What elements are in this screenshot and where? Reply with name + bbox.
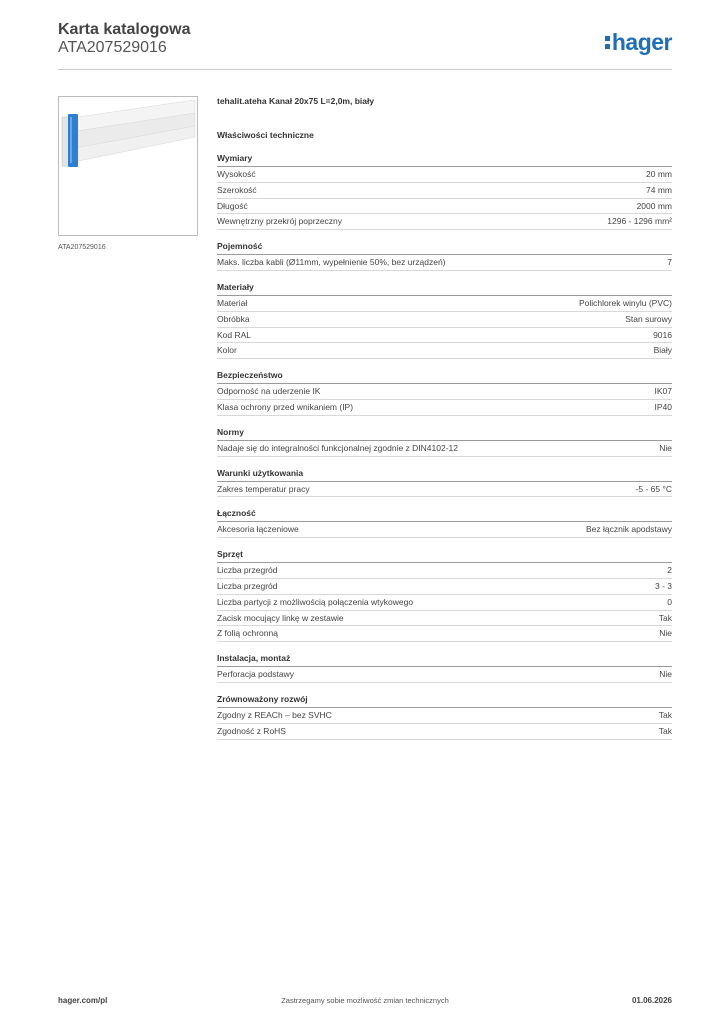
property-row — [217, 400, 672, 416]
property-label: Zacisk mocujący linkę w zestawie — [217, 612, 344, 623]
property-label: Z folią ochronną — [217, 628, 278, 639]
property-label: Perforacja podstawy — [217, 669, 295, 680]
property-value: Polichlorek winylu (PVC) — [578, 297, 672, 308]
property-label: Szerokość — [217, 184, 257, 195]
section — [217, 370, 672, 416]
section-heading: Pojemność — [217, 241, 672, 255]
property-value: Nie — [659, 628, 672, 639]
property-row — [217, 384, 672, 400]
property-value: 74 mm — [646, 184, 672, 195]
property-label: Nadaje się do integralności funkcjonalnej zgodnie z DIN4102-12 — [217, 442, 458, 453]
page-header — [58, 21, 672, 70]
property-label: Odporność na uderzenie IK — [217, 386, 321, 397]
section-heading: Bezpieczeństwo — [217, 370, 672, 384]
property-row — [217, 183, 672, 199]
section — [217, 694, 672, 740]
technical-data — [217, 96, 672, 740]
section — [217, 282, 672, 359]
property-row — [217, 595, 672, 611]
product-title: tehalit.ateha Kanał 20x75 L=2,0m, biały — [217, 96, 375, 106]
footer-date: 01.06.2026 — [631, 996, 672, 1005]
property-row — [217, 626, 672, 642]
section-heading: Wymiary — [217, 153, 672, 167]
property-label: Materiał — [217, 297, 248, 308]
logo-colon-icon — [605, 34, 611, 50]
property-label: Wysokość — [217, 169, 256, 179]
property-value: Bez łącznik apodstawy — [586, 524, 672, 535]
property-value: Tak — [658, 725, 672, 736]
property-value: 3 - 3 — [654, 580, 672, 591]
property-row — [217, 522, 672, 538]
property-value: 2 — [667, 565, 672, 576]
property-label: Akcesoria łączeniowe — [217, 524, 299, 535]
image-caption: ATA207529016 — [58, 244, 106, 251]
property-row — [217, 563, 672, 579]
property-label: Klasa ochrony przed wnikaniem (IP) — [217, 401, 354, 412]
property-label: Kolor — [217, 345, 237, 356]
section-heading: Normy — [217, 427, 672, 441]
property-label: Liczba przegród — [217, 580, 278, 591]
section-heading: Zrównoważony rozwój — [217, 694, 672, 708]
property-sections — [217, 153, 672, 740]
property-row — [217, 214, 672, 230]
section — [217, 508, 672, 538]
property-value: 20 mm — [646, 169, 672, 179]
property-value: Nie — [659, 669, 672, 680]
footer-website: hager.com/pl — [58, 996, 108, 1005]
property-row — [217, 708, 672, 724]
section — [217, 241, 672, 271]
property-value: Nie — [659, 442, 672, 453]
property-row — [217, 441, 672, 457]
cable-duct-illustration — [59, 97, 197, 235]
property-value: Biały — [653, 345, 672, 356]
property-row — [217, 667, 672, 683]
logo-text: hager — [611, 29, 672, 55]
document-title: Karta katalogowa — [58, 21, 191, 38]
property-row — [217, 199, 672, 215]
property-label: Obróbka — [217, 313, 250, 324]
property-label: Maks. liczba kabli (Ø11mm, wypełnienie 50%, bez urządzeń) — [217, 257, 446, 268]
property-label: Długość — [217, 200, 248, 211]
properties-heading: Właściwości techniczne — [217, 130, 314, 140]
hager-logo — [605, 29, 672, 56]
property-value: 0 — [667, 596, 672, 607]
property-value: Tak — [658, 612, 672, 623]
property-value: Tak — [658, 709, 672, 720]
property-value: -5 - 65 °C — [635, 483, 672, 494]
property-row — [217, 328, 672, 344]
property-label: Zgodny z REACh – bez SVHC — [217, 709, 332, 720]
property-label: Liczba partycji z możliwością połączenia wtykowego — [217, 596, 414, 607]
property-row — [217, 579, 672, 595]
blue-clip — [68, 114, 78, 167]
section-heading: Materiały — [217, 282, 672, 296]
property-row — [217, 255, 672, 271]
property-value: 1296 - 1296 mm² — [607, 216, 672, 227]
property-row — [217, 312, 672, 328]
property-value: 7 — [667, 257, 672, 268]
property-label: Zakres temperatur pracy — [217, 483, 310, 494]
document-reference: ATA207529016 — [58, 39, 167, 56]
property-label: Liczba przegród — [217, 565, 278, 576]
property-row — [217, 296, 672, 312]
property-row — [217, 343, 672, 359]
property-row — [217, 482, 672, 498]
section-heading: Instalacja, montaż — [217, 653, 672, 667]
footer-disclaimer: Zastrzegamy sobie możliwość zmian technicznych — [281, 996, 449, 1005]
section — [217, 653, 672, 683]
property-row — [217, 167, 672, 183]
property-label: Kod RAL — [217, 329, 252, 340]
property-row — [217, 724, 672, 740]
property-label: Zgodność z RoHS — [217, 725, 286, 736]
product-image — [58, 96, 198, 236]
property-value: IK07 — [654, 386, 672, 397]
section — [217, 153, 672, 230]
property-value: 2000 mm — [636, 200, 672, 211]
section-heading: Sprzęt — [217, 549, 672, 563]
property-value: IP40 — [654, 401, 672, 412]
property-value: Stan surowy — [625, 313, 672, 324]
section — [217, 549, 672, 642]
property-label: Wewnętrzny przekrój poprzeczny — [217, 216, 343, 227]
section — [217, 427, 672, 457]
property-row — [217, 611, 672, 627]
section-heading: Łączność — [217, 508, 672, 522]
property-value: 9016 — [653, 329, 672, 340]
section-heading: Warunki użytkowania — [217, 468, 672, 482]
section — [217, 468, 672, 498]
